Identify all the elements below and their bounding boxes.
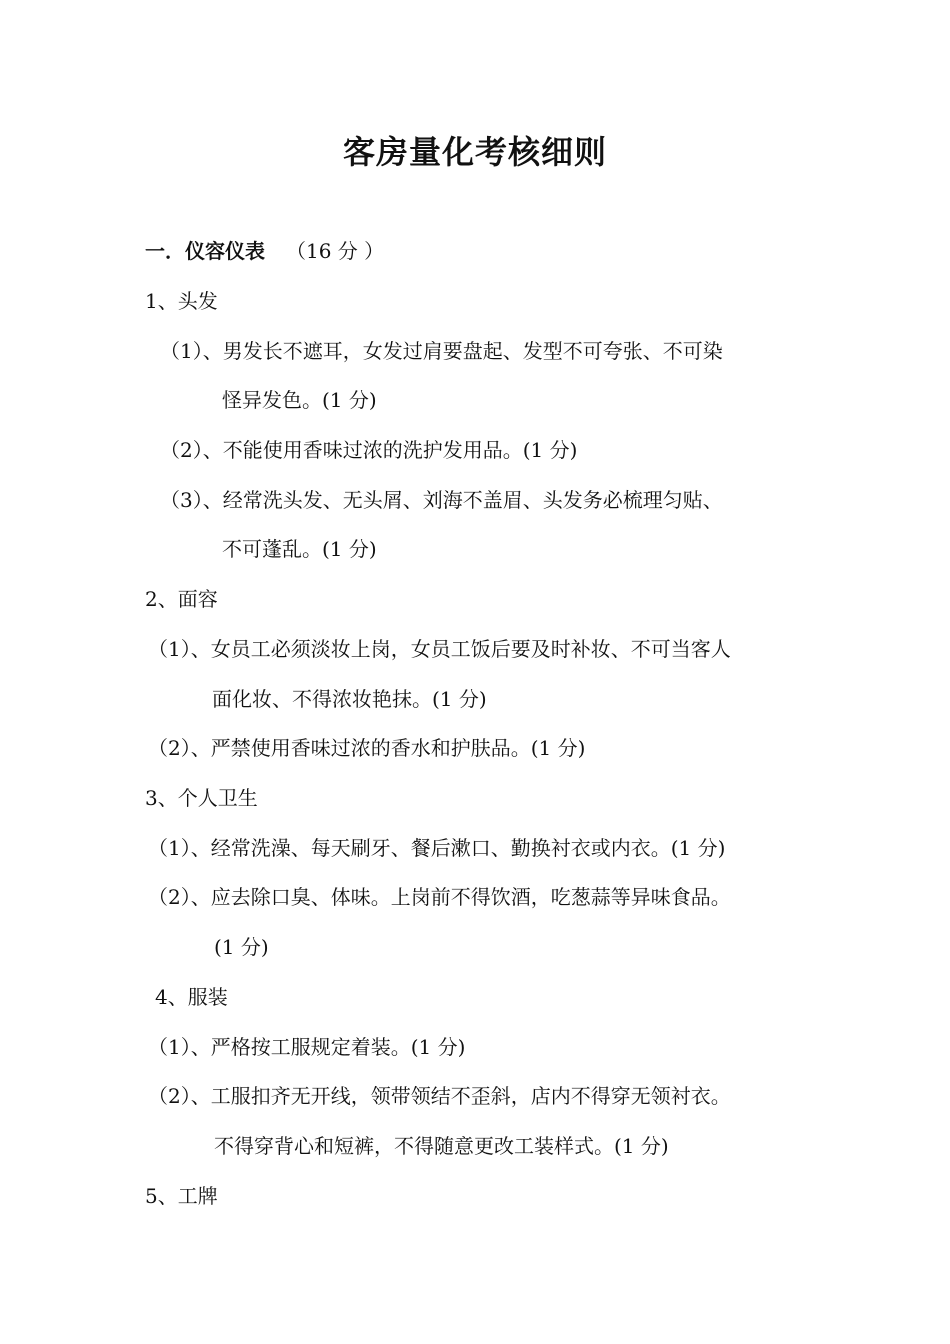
list-item: （1）、男发长不遮耳，女发过肩要盘起、发型不可夸张、不可染	[160, 339, 723, 363]
document-title: 客房量化考核细则	[342, 133, 607, 171]
list-item: （2）、工服扣齐无开线，领带领结不歪斜，店内不得穿无领衬衣。	[148, 1084, 731, 1108]
subsection-uniform: 4、服装	[155, 985, 228, 1009]
subsection-hygiene: 3、个人卫生	[145, 786, 258, 810]
list-item-continuation: (1 分)	[214, 935, 269, 959]
subsection-hair: 1、头发	[145, 289, 218, 313]
section-heading-text: 一．仪容仪表	[145, 239, 265, 263]
subsection-badge: 5、工牌	[145, 1184, 218, 1208]
list-item: （3）、经常洗头发、无头屑、刘海不盖眉、头发务必梳理匀贴、	[160, 488, 723, 512]
list-item: （2）、不能使用香味过浓的洗护发用品。(1 分)	[160, 438, 578, 462]
list-item-continuation: 面化妆、不得浓妆艳抹。(1 分)	[212, 687, 487, 711]
section-heading-appearance	[145, 236, 384, 266]
list-item: （1）、严格按工服规定着装。(1 分)	[148, 1035, 466, 1059]
list-item-continuation: 怪异发色。(1 分)	[222, 388, 377, 412]
list-item-continuation: 不得穿背心和短裤，不得随意更改工装样式。(1 分)	[214, 1134, 669, 1158]
list-item: （2）、严禁使用香味过浓的香水和护肤品。(1 分)	[148, 736, 586, 760]
subsection-face: 2、面容	[145, 587, 218, 611]
list-item: （1）、女员工必须淡妆上岗，女员工饭后要及时补妆、不可当客人	[148, 637, 731, 661]
list-item-continuation: 不可蓬乱。(1 分)	[222, 537, 377, 561]
list-item: （2）、应去除口臭、体味。上岗前不得饮酒，吃葱蒜等异味食品。	[148, 885, 731, 909]
list-item: （1）、经常洗澡、每天刷牙、餐后漱口、勤换衬衣或内衣。(1 分)	[148, 836, 726, 860]
section-score: （16 分 ）	[285, 239, 385, 263]
